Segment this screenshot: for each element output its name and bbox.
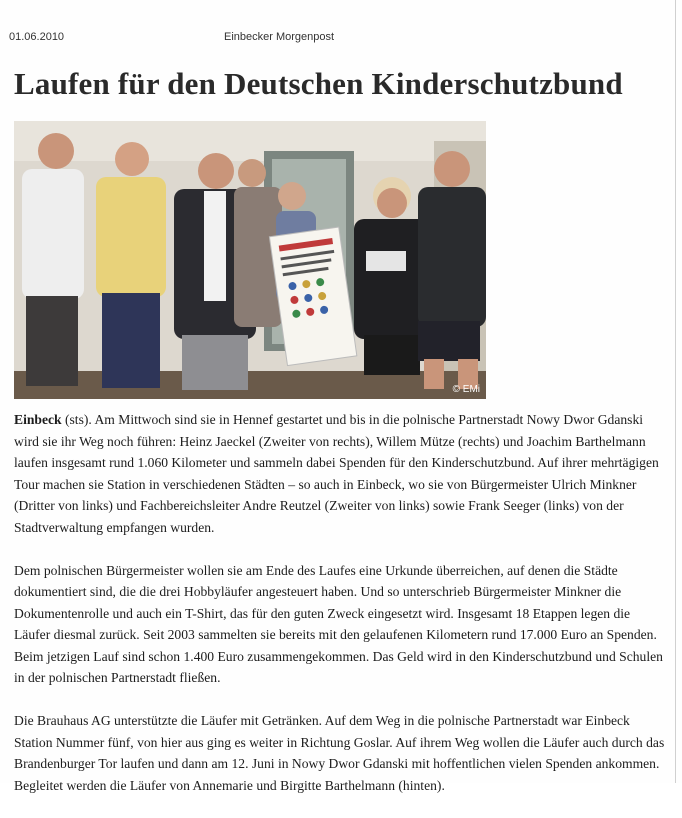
scan-edge bbox=[675, 0, 676, 783]
publication-date: 01.06.2010 bbox=[9, 31, 65, 43]
article-body bbox=[14, 409, 669, 818]
paragraph-1-text: (sts). Am Mittwoch sind sie in Hennef gestartet und bis in die polnische Partnerstadt Nowy Dwor Gdanski wird sie ihr Weg noch führen: Heinz Jaeckel (Zweiter von rechts), Willem Mütze (rechts) und Joachim Barthelmann laufen insgesamt rund 1.060 Kilometer und sammeln dabei Spenden für den Kinderschutzbund. Auf ihrer mehrtägigen Tour machen sie Station in verschiedenen Städten – so auch in Einbeck, wo sie von Bürgermeister Ulrich Minkner (Dritter von links) und Fachbereichsleiter Andre Reutzel (Zweiter von links) sowie Frank Seeger (links) von der Stadtverwaltung empfangen wurden. bbox=[14, 412, 659, 535]
publication-source: Einbecker Morgenpost bbox=[224, 31, 335, 43]
group-photo-illustration bbox=[14, 121, 486, 399]
article-title: Laufen für den Deutschen Kinderschutzbund bbox=[14, 66, 623, 101]
article-paragraph-3: Die Brauhaus AG unterstützte die Läufer mit Getränken. Auf dem Weg in die polnische Partnerstadt war Einbeck Station Nummer fünf, von hier aus ging es weiter in Richtung Goslar. Auf ihrem Weg wollen die Läufer auch durch das Brandenburger Tor laufen und dann am 12. Juni in Nowy Dwor Gdanski mit hoffentlichen vielen Spenden ankommen. Begleitet werden die Läufer von Annemarie und Birgitte Barthelmann (hinten). bbox=[14, 713, 665, 793]
photo-credit: © EMi bbox=[452, 384, 480, 395]
lead-placename: Einbeck bbox=[14, 412, 62, 427]
article-paragraph-2: Dem polnischen Bürgermeister wollen sie am Ende des Laufes eine Urkunde überreichen, auf denen die Städte dokumentiert sind, die die drei Hobbyläufer angesteuert haben. Und so unterschrieb Bürgermeister Minkner die Dokumentenrolle und auch ein T-Shirt, das für den guten Zweck eingesetzt wird. Insgesamt 18 Etappen legen die Läufer diesmal zurück. Seit 2003 sammelten sie bereits mit den gelaufenen Kilometern rund 17.000 Euro an Spenden. Beim jetzigen Lauf sind schon 1.400 Euro zusammengekommen. Das Geld wird in den Kinderschutzbund und Schulen in der polnischen Partnerstadt fließen. bbox=[14, 562, 663, 685]
article-photo bbox=[14, 121, 486, 399]
article-paragraph-1 bbox=[14, 409, 669, 538]
